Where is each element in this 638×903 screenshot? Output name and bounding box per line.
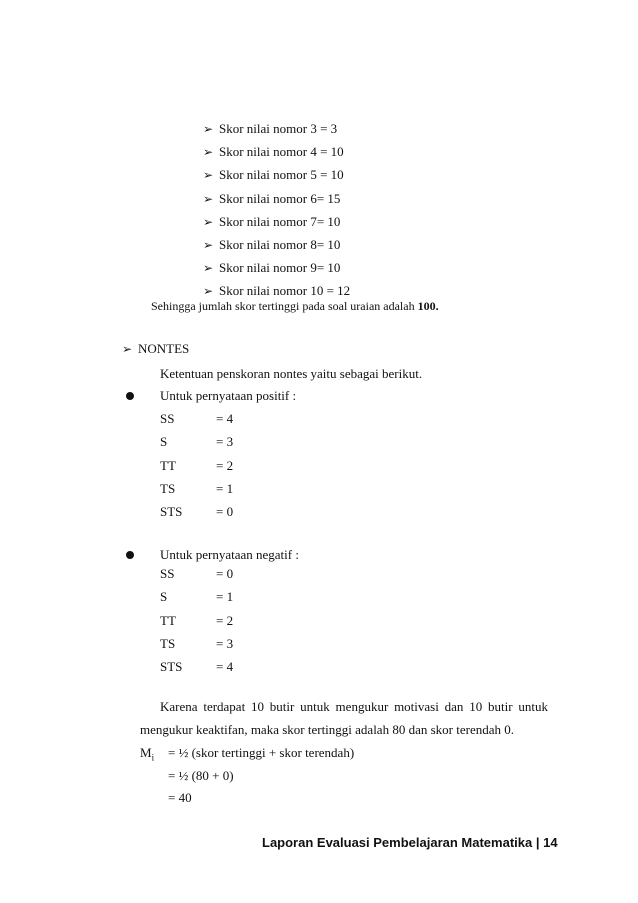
score-row bbox=[160, 636, 233, 652]
score-row bbox=[160, 566, 233, 582]
score-value: = 2 bbox=[216, 458, 234, 473]
score-code: TS bbox=[160, 481, 176, 496]
skor-item bbox=[203, 191, 340, 207]
score-code: TT bbox=[160, 613, 176, 628]
formula-line-2: = ½ (80 + 0) bbox=[168, 768, 234, 783]
score-row bbox=[160, 613, 233, 629]
score-code: S bbox=[160, 434, 168, 449]
score-row bbox=[160, 589, 233, 605]
arrow-bullet-icon: ➢ bbox=[203, 261, 214, 275]
score-value: = 0 bbox=[216, 566, 234, 581]
bullet-dot-icon bbox=[126, 551, 134, 559]
score-value: = 0 bbox=[216, 504, 234, 519]
nontes-heading-text: NONTES bbox=[138, 341, 190, 356]
positif-label: Untuk pernyataan positif : bbox=[160, 388, 297, 403]
skor-item-text: Skor nilai nomor 9= 10 bbox=[219, 260, 341, 275]
skor-item-text: Skor nilai nomor 6= 15 bbox=[219, 191, 341, 206]
score-code: STS bbox=[160, 659, 183, 674]
negatif-label: Untuk pernyataan negatif : bbox=[160, 547, 299, 562]
score-row bbox=[160, 504, 233, 520]
bullet-dot-icon bbox=[126, 392, 134, 400]
skor-item-text: Skor nilai nomor 3 = 3 bbox=[219, 121, 338, 136]
skor-item bbox=[203, 214, 340, 230]
skor-item bbox=[203, 283, 350, 299]
formula-line-1: = ½ (skor tertinggi + skor terendah) bbox=[168, 745, 355, 760]
arrow-bullet-icon: ➢ bbox=[203, 122, 214, 136]
sehingga-line bbox=[151, 298, 439, 314]
score-code: STS bbox=[160, 504, 183, 519]
formula-symbol bbox=[140, 745, 154, 761]
score-row bbox=[160, 411, 233, 427]
paragraph-line-2: mengukur keaktifan, maka skor tertinggi adalah 80 dan skor terendah 0. bbox=[140, 722, 514, 737]
arrow-bullet-icon: ➢ bbox=[122, 342, 133, 356]
skor-item bbox=[203, 167, 344, 183]
score-row bbox=[160, 481, 233, 497]
score-value: = 3 bbox=[216, 636, 234, 651]
score-row bbox=[160, 434, 233, 450]
nontes-heading bbox=[122, 341, 189, 357]
sehingga-text: Sehingga jumlah skor tertinggi pada soal uraian adalah bbox=[151, 299, 418, 313]
skor-item bbox=[203, 144, 344, 160]
skor-item-text: Skor nilai nomor 7= 10 bbox=[219, 214, 341, 229]
skor-item bbox=[203, 121, 337, 137]
skor-item-text: Skor nilai nomor 10 = 12 bbox=[219, 283, 351, 298]
arrow-bullet-icon: ➢ bbox=[203, 284, 214, 298]
formula-symbol-text: M bbox=[140, 745, 152, 760]
score-value: = 1 bbox=[216, 481, 234, 496]
sehingga-total: 100. bbox=[417, 299, 439, 313]
score-code: TS bbox=[160, 636, 176, 651]
score-value: = 3 bbox=[216, 434, 234, 449]
arrow-bullet-icon: ➢ bbox=[203, 238, 214, 252]
score-value: = 4 bbox=[216, 411, 234, 426]
score-value: = 4 bbox=[216, 659, 234, 674]
skor-item-text: Skor nilai nomor 5 = 10 bbox=[219, 167, 344, 182]
formula-subscript: i bbox=[151, 752, 155, 763]
arrow-bullet-icon: ➢ bbox=[203, 192, 214, 206]
formula-line-3: = 40 bbox=[168, 790, 192, 805]
score-row bbox=[160, 659, 233, 675]
score-code: SS bbox=[160, 411, 175, 426]
score-value: = 2 bbox=[216, 613, 234, 628]
skor-item bbox=[203, 260, 340, 276]
arrow-bullet-icon: ➢ bbox=[203, 215, 214, 229]
score-code: SS bbox=[160, 566, 175, 581]
skor-item bbox=[203, 237, 340, 253]
skor-item-text: Skor nilai nomor 8= 10 bbox=[219, 237, 341, 252]
nontes-intro: Ketentuan penskoran nontes yaitu sebagai berikut. bbox=[160, 366, 423, 381]
score-code: S bbox=[160, 589, 168, 604]
score-value: = 1 bbox=[216, 589, 234, 604]
page-footer: Laporan Evaluasi Pembelajaran Matematika | 14 bbox=[262, 835, 558, 850]
arrow-bullet-icon: ➢ bbox=[203, 168, 214, 182]
score-row bbox=[160, 458, 233, 474]
paragraph-line-1: Karena terdapat 10 butir untuk mengukur motivasi dan 10 butir untuk bbox=[160, 699, 548, 714]
score-code: TT bbox=[160, 458, 176, 473]
arrow-bullet-icon: ➢ bbox=[203, 145, 214, 159]
skor-item-text: Skor nilai nomor 4 = 10 bbox=[219, 144, 344, 159]
